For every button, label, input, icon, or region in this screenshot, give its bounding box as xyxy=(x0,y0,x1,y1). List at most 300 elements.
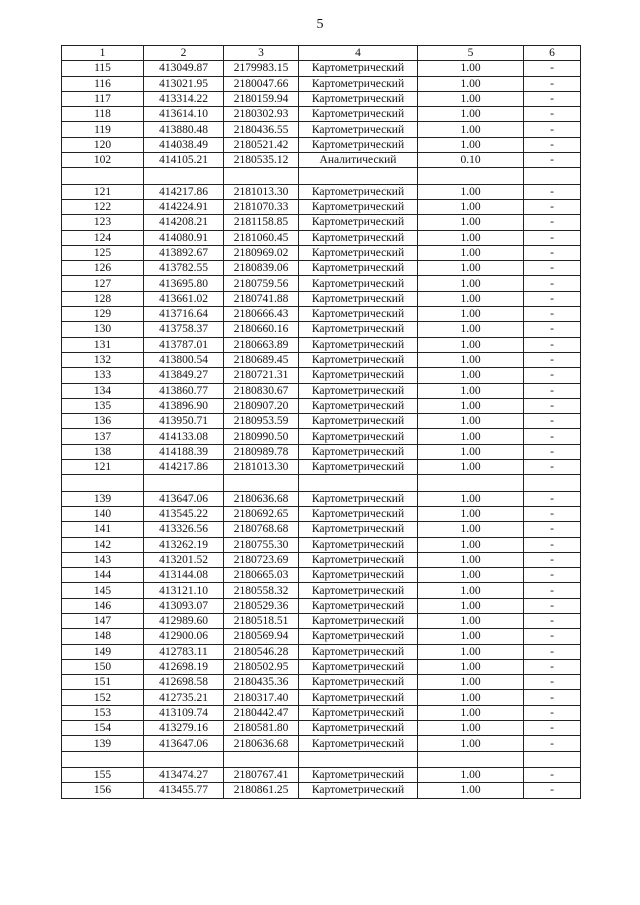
method-cell: Картометрический xyxy=(299,276,418,291)
method-cell: Аналитический xyxy=(299,153,418,168)
accuracy-cell: 1.00 xyxy=(418,736,524,751)
table-row xyxy=(62,613,581,628)
table-row xyxy=(62,398,581,413)
y-coordinate-cell: 2179983.15 xyxy=(224,61,299,76)
method-cell: Картометрический xyxy=(299,215,418,230)
accuracy-cell: 1.00 xyxy=(418,230,524,245)
table-row xyxy=(62,368,581,383)
accuracy-cell: 1.00 xyxy=(418,644,524,659)
x-coordinate-cell: 413326.56 xyxy=(144,522,224,537)
y-coordinate-cell: 2180768.68 xyxy=(224,522,299,537)
point-number-cell: 148 xyxy=(62,629,144,644)
x-coordinate-cell: 412698.58 xyxy=(144,675,224,690)
point-number-cell: 120 xyxy=(62,137,144,152)
point-number-cell: 156 xyxy=(62,783,144,798)
y-coordinate-cell: 2181158.85 xyxy=(224,215,299,230)
note-cell: - xyxy=(524,444,581,459)
x-coordinate-cell xyxy=(144,751,224,767)
accuracy-cell: 1.00 xyxy=(418,245,524,260)
table-row xyxy=(62,137,581,152)
method-cell: Картометрический xyxy=(299,122,418,137)
point-number-cell: 121 xyxy=(62,460,144,475)
method-cell: Картометрический xyxy=(299,613,418,628)
note-cell: - xyxy=(524,276,581,291)
method-cell: Картометрический xyxy=(299,429,418,444)
header-cell-6: 6 xyxy=(524,46,581,61)
table-row xyxy=(62,414,581,429)
method-cell: Картометрический xyxy=(299,644,418,659)
x-coordinate-cell: 414038.49 xyxy=(144,137,224,152)
note-cell: - xyxy=(524,783,581,798)
point-number-cell: 128 xyxy=(62,291,144,306)
note-cell: - xyxy=(524,583,581,598)
x-coordinate-cell: 413109.74 xyxy=(144,705,224,720)
note-cell: - xyxy=(524,552,581,567)
table-row xyxy=(62,736,581,751)
note-cell: - xyxy=(524,137,581,152)
point-number-cell: 144 xyxy=(62,568,144,583)
x-coordinate-cell: 413455.77 xyxy=(144,783,224,798)
point-number-cell: 133 xyxy=(62,368,144,383)
point-number-cell xyxy=(62,751,144,767)
x-coordinate-cell: 413474.27 xyxy=(144,767,224,782)
y-coordinate-cell: 2181013.30 xyxy=(224,460,299,475)
point-number-cell: 136 xyxy=(62,414,144,429)
note-cell: - xyxy=(524,153,581,168)
x-coordinate-cell: 413782.55 xyxy=(144,261,224,276)
note-cell: - xyxy=(524,613,581,628)
method-cell xyxy=(299,751,418,767)
x-coordinate-cell: 413661.02 xyxy=(144,291,224,306)
accuracy-cell: 1.00 xyxy=(418,659,524,674)
method-cell: Картометрический xyxy=(299,583,418,598)
x-coordinate-cell: 412783.11 xyxy=(144,644,224,659)
table-row xyxy=(62,337,581,352)
accuracy-cell: 1.00 xyxy=(418,613,524,628)
x-coordinate-cell: 413144.08 xyxy=(144,568,224,583)
note-cell: - xyxy=(524,61,581,76)
point-number-cell: 151 xyxy=(62,675,144,690)
accuracy-cell: 1.00 xyxy=(418,583,524,598)
accuracy-cell: 1.00 xyxy=(418,598,524,613)
note-cell: - xyxy=(524,230,581,245)
note-cell: - xyxy=(524,322,581,337)
table-row xyxy=(62,568,581,583)
point-number-cell: 152 xyxy=(62,690,144,705)
table-row xyxy=(62,153,581,168)
method-cell: Картометрический xyxy=(299,552,418,567)
x-coordinate-cell: 413121.10 xyxy=(144,583,224,598)
method-cell: Картометрический xyxy=(299,414,418,429)
note-cell: - xyxy=(524,107,581,122)
method-cell: Картометрический xyxy=(299,675,418,690)
table-row xyxy=(62,230,581,245)
table-row xyxy=(62,598,581,613)
method-cell: Картометрический xyxy=(299,460,418,475)
accuracy-cell: 1.00 xyxy=(418,261,524,276)
table-row xyxy=(62,629,581,644)
header-cell-1: 1 xyxy=(62,46,144,61)
method-cell: Картометрический xyxy=(299,522,418,537)
y-coordinate-cell: 2180569.94 xyxy=(224,629,299,644)
y-coordinate-cell: 2180839.06 xyxy=(224,261,299,276)
y-coordinate-cell: 2180436.55 xyxy=(224,122,299,137)
point-number-cell: 142 xyxy=(62,537,144,552)
table-row xyxy=(62,537,581,552)
x-coordinate-cell: 413614.10 xyxy=(144,107,224,122)
table-row xyxy=(62,767,581,782)
note-cell: - xyxy=(524,122,581,137)
note-cell: - xyxy=(524,537,581,552)
note-cell: - xyxy=(524,291,581,306)
accuracy-cell: 1.00 xyxy=(418,429,524,444)
method-cell: Картометрический xyxy=(299,352,418,367)
accuracy-cell: 1.00 xyxy=(418,460,524,475)
table-header-row xyxy=(62,46,581,61)
x-coordinate-cell: 412735.21 xyxy=(144,690,224,705)
note-cell xyxy=(524,751,581,767)
point-number-cell: 153 xyxy=(62,705,144,720)
method-cell: Картометрический xyxy=(299,199,418,214)
y-coordinate-cell: 2181070.33 xyxy=(224,199,299,214)
accuracy-cell: 1.00 xyxy=(418,91,524,106)
page-number: 5 xyxy=(316,17,324,32)
accuracy-cell xyxy=(418,475,524,491)
table-spacer-row xyxy=(62,751,581,767)
y-coordinate-cell: 2180665.03 xyxy=(224,568,299,583)
point-number-cell: 129 xyxy=(62,307,144,322)
table-row xyxy=(62,245,581,260)
table-row xyxy=(62,76,581,91)
point-number-cell: 131 xyxy=(62,337,144,352)
method-cell: Картометрический xyxy=(299,61,418,76)
accuracy-cell: 1.00 xyxy=(418,568,524,583)
point-number-cell: 102 xyxy=(62,153,144,168)
method-cell: Картометрический xyxy=(299,107,418,122)
table-row xyxy=(62,460,581,475)
table-row xyxy=(62,199,581,214)
x-coordinate-cell: 414133.08 xyxy=(144,429,224,444)
x-coordinate-cell xyxy=(144,475,224,491)
accuracy-cell: 1.00 xyxy=(418,307,524,322)
accuracy-cell xyxy=(418,168,524,184)
point-number-cell: 132 xyxy=(62,352,144,367)
accuracy-cell: 1.00 xyxy=(418,675,524,690)
note-cell: - xyxy=(524,598,581,613)
y-coordinate-cell: 2180990.50 xyxy=(224,429,299,444)
note-cell: - xyxy=(524,644,581,659)
x-coordinate-cell: 414188.39 xyxy=(144,444,224,459)
method-cell: Картометрический xyxy=(299,705,418,720)
y-coordinate-cell: 2180302.93 xyxy=(224,107,299,122)
x-coordinate-cell: 413896.90 xyxy=(144,398,224,413)
table-row xyxy=(62,491,581,506)
y-coordinate-cell: 2180767.41 xyxy=(224,767,299,782)
x-coordinate-cell: 414080.91 xyxy=(144,230,224,245)
accuracy-cell: 1.00 xyxy=(418,690,524,705)
method-cell: Картометрический xyxy=(299,398,418,413)
y-coordinate-cell: 2180518.51 xyxy=(224,613,299,628)
y-coordinate-cell: 2180159.94 xyxy=(224,91,299,106)
table-row xyxy=(62,352,581,367)
accuracy-cell: 1.00 xyxy=(418,76,524,91)
x-coordinate-cell: 414208.21 xyxy=(144,215,224,230)
header-cell-5: 5 xyxy=(418,46,524,61)
table-row xyxy=(62,383,581,398)
x-coordinate-cell: 413849.27 xyxy=(144,368,224,383)
y-coordinate-cell: 2180689.45 xyxy=(224,352,299,367)
y-coordinate-cell: 2181060.45 xyxy=(224,230,299,245)
note-cell: - xyxy=(524,659,581,674)
point-number-cell: 140 xyxy=(62,506,144,521)
note-cell: - xyxy=(524,261,581,276)
note-cell: - xyxy=(524,398,581,413)
method-cell: Картометрический xyxy=(299,736,418,751)
point-number-cell: 146 xyxy=(62,598,144,613)
point-number-cell: 135 xyxy=(62,398,144,413)
table-row xyxy=(62,276,581,291)
table-row xyxy=(62,522,581,537)
x-coordinate-cell: 412698.19 xyxy=(144,659,224,674)
table-row xyxy=(62,61,581,76)
note-cell: - xyxy=(524,91,581,106)
method-cell: Картометрический xyxy=(299,91,418,106)
method-cell: Картометрический xyxy=(299,184,418,199)
method-cell: Картометрический xyxy=(299,383,418,398)
y-coordinate-cell: 2180636.68 xyxy=(224,491,299,506)
accuracy-cell: 1.00 xyxy=(418,444,524,459)
x-coordinate-cell: 412989.60 xyxy=(144,613,224,628)
accuracy-cell: 1.00 xyxy=(418,352,524,367)
method-cell: Картометрический xyxy=(299,230,418,245)
y-coordinate-cell: 2180529.36 xyxy=(224,598,299,613)
x-coordinate-cell: 413860.77 xyxy=(144,383,224,398)
accuracy-cell: 1.00 xyxy=(418,291,524,306)
point-number-cell: 154 xyxy=(62,721,144,736)
note-cell: - xyxy=(524,199,581,214)
table-row xyxy=(62,91,581,106)
y-coordinate-cell: 2180581.80 xyxy=(224,721,299,736)
method-cell: Картометрический xyxy=(299,783,418,798)
accuracy-cell: 1.00 xyxy=(418,61,524,76)
y-coordinate-cell: 2180953.59 xyxy=(224,414,299,429)
x-coordinate-cell: 413787.01 xyxy=(144,337,224,352)
note-cell: - xyxy=(524,215,581,230)
method-cell: Картометрический xyxy=(299,137,418,152)
table-row xyxy=(62,583,581,598)
point-number-cell: 117 xyxy=(62,91,144,106)
method-cell: Картометрический xyxy=(299,322,418,337)
point-number-cell: 119 xyxy=(62,122,144,137)
accuracy-cell xyxy=(418,751,524,767)
accuracy-cell: 1.00 xyxy=(418,137,524,152)
point-number-cell: 121 xyxy=(62,184,144,199)
note-cell: - xyxy=(524,337,581,352)
accuracy-cell: 1.00 xyxy=(418,414,524,429)
point-number-cell: 149 xyxy=(62,644,144,659)
y-coordinate-cell: 2180317.40 xyxy=(224,690,299,705)
point-number-cell: 123 xyxy=(62,215,144,230)
x-coordinate-cell: 414217.86 xyxy=(144,460,224,475)
x-coordinate-cell: 413279.16 xyxy=(144,721,224,736)
point-number-cell: 139 xyxy=(62,736,144,751)
note-cell: - xyxy=(524,736,581,751)
accuracy-cell: 1.00 xyxy=(418,783,524,798)
accuracy-cell: 1.00 xyxy=(418,368,524,383)
x-coordinate-cell: 413695.80 xyxy=(144,276,224,291)
x-coordinate-cell: 413262.19 xyxy=(144,537,224,552)
table-row xyxy=(62,429,581,444)
y-coordinate-cell: 2180636.68 xyxy=(224,736,299,751)
x-coordinate-cell: 412900.06 xyxy=(144,629,224,644)
note-cell: - xyxy=(524,506,581,521)
point-number-cell: 138 xyxy=(62,444,144,459)
point-number-cell: 116 xyxy=(62,76,144,91)
accuracy-cell: 1.00 xyxy=(418,184,524,199)
table-row xyxy=(62,184,581,199)
note-cell: - xyxy=(524,460,581,475)
accuracy-cell: 1.00 xyxy=(418,276,524,291)
y-coordinate-cell: 2180502.95 xyxy=(224,659,299,674)
accuracy-cell: 1.00 xyxy=(418,383,524,398)
note-cell: - xyxy=(524,245,581,260)
y-coordinate-cell: 2180663.89 xyxy=(224,337,299,352)
note-cell: - xyxy=(524,352,581,367)
table-row xyxy=(62,307,581,322)
x-coordinate-cell: 413545.22 xyxy=(144,506,224,521)
note-cell: - xyxy=(524,629,581,644)
point-number-cell: 139 xyxy=(62,491,144,506)
x-coordinate-cell: 413093.07 xyxy=(144,598,224,613)
table-row xyxy=(62,690,581,705)
table-row xyxy=(62,322,581,337)
header-cell-3: 3 xyxy=(224,46,299,61)
y-coordinate-cell: 2180666.43 xyxy=(224,307,299,322)
table-spacer-row xyxy=(62,168,581,184)
table-spacer-row xyxy=(62,475,581,491)
point-number-cell: 124 xyxy=(62,230,144,245)
y-coordinate-cell: 2180692.65 xyxy=(224,506,299,521)
point-number-cell: 127 xyxy=(62,276,144,291)
method-cell xyxy=(299,168,418,184)
table-row xyxy=(62,644,581,659)
y-coordinate-cell xyxy=(224,751,299,767)
method-cell: Картометрический xyxy=(299,261,418,276)
note-cell: - xyxy=(524,705,581,720)
y-coordinate-cell: 2180755.30 xyxy=(224,537,299,552)
table-row xyxy=(62,552,581,567)
accuracy-cell: 1.00 xyxy=(418,491,524,506)
table-row xyxy=(62,107,581,122)
note-cell: - xyxy=(524,383,581,398)
accuracy-cell: 1.00 xyxy=(418,107,524,122)
accuracy-cell: 0.10 xyxy=(418,153,524,168)
y-coordinate-cell: 2180721.31 xyxy=(224,368,299,383)
y-coordinate-cell: 2180741.88 xyxy=(224,291,299,306)
accuracy-cell: 1.00 xyxy=(418,522,524,537)
table-row xyxy=(62,506,581,521)
note-cell: - xyxy=(524,429,581,444)
point-number-cell: 118 xyxy=(62,107,144,122)
method-cell: Картометрический xyxy=(299,690,418,705)
method-cell: Картометрический xyxy=(299,76,418,91)
y-coordinate-cell: 2180660.16 xyxy=(224,322,299,337)
note-cell: - xyxy=(524,721,581,736)
method-cell: Картометрический xyxy=(299,307,418,322)
table-row xyxy=(62,705,581,720)
x-coordinate-cell: 413892.67 xyxy=(144,245,224,260)
x-coordinate-cell: 413758.37 xyxy=(144,322,224,337)
table-row xyxy=(62,261,581,276)
header-cell-4: 4 xyxy=(299,46,418,61)
y-coordinate-cell: 2180830.67 xyxy=(224,383,299,398)
note-cell xyxy=(524,475,581,491)
point-number-cell: 150 xyxy=(62,659,144,674)
x-coordinate-cell: 413049.87 xyxy=(144,61,224,76)
table-row xyxy=(62,215,581,230)
method-cell: Картометрический xyxy=(299,629,418,644)
y-coordinate-cell: 2180861.25 xyxy=(224,783,299,798)
header-cell-2: 2 xyxy=(144,46,224,61)
point-number-cell xyxy=(62,168,144,184)
x-coordinate-cell: 413314.22 xyxy=(144,91,224,106)
point-number-cell: 141 xyxy=(62,522,144,537)
x-coordinate-cell: 413647.06 xyxy=(144,736,224,751)
note-cell: - xyxy=(524,184,581,199)
accuracy-cell: 1.00 xyxy=(418,552,524,567)
table-row xyxy=(62,444,581,459)
method-cell: Картометрический xyxy=(299,721,418,736)
y-coordinate-cell: 2180546.28 xyxy=(224,644,299,659)
note-cell: - xyxy=(524,414,581,429)
point-number-cell: 130 xyxy=(62,322,144,337)
accuracy-cell: 1.00 xyxy=(418,767,524,782)
note-cell: - xyxy=(524,522,581,537)
method-cell: Картометрический xyxy=(299,537,418,552)
y-coordinate-cell xyxy=(224,475,299,491)
point-number-cell: 147 xyxy=(62,613,144,628)
note-cell: - xyxy=(524,690,581,705)
y-coordinate-cell: 2180521.42 xyxy=(224,137,299,152)
accuracy-cell: 1.00 xyxy=(418,506,524,521)
y-coordinate-cell: 2180558.32 xyxy=(224,583,299,598)
method-cell: Картометрический xyxy=(299,568,418,583)
x-coordinate-cell: 413800.54 xyxy=(144,352,224,367)
y-coordinate-cell: 2180989.78 xyxy=(224,444,299,459)
accuracy-cell: 1.00 xyxy=(418,629,524,644)
point-number-cell: 137 xyxy=(62,429,144,444)
note-cell: - xyxy=(524,307,581,322)
x-coordinate-cell: 414105.21 xyxy=(144,153,224,168)
method-cell: Картометрический xyxy=(299,506,418,521)
x-coordinate-cell: 413716.64 xyxy=(144,307,224,322)
x-coordinate-cell: 414224.91 xyxy=(144,199,224,214)
accuracy-cell: 1.00 xyxy=(418,398,524,413)
accuracy-cell: 1.00 xyxy=(418,322,524,337)
accuracy-cell: 1.00 xyxy=(418,122,524,137)
table-row xyxy=(62,291,581,306)
y-coordinate-cell: 2181013.30 xyxy=(224,184,299,199)
x-coordinate-cell: 414217.86 xyxy=(144,184,224,199)
accuracy-cell: 1.00 xyxy=(418,215,524,230)
table-row xyxy=(62,122,581,137)
method-cell xyxy=(299,475,418,491)
y-coordinate-cell: 2180907.20 xyxy=(224,398,299,413)
method-cell: Картометрический xyxy=(299,337,418,352)
method-cell: Картометрический xyxy=(299,491,418,506)
table-row xyxy=(62,675,581,690)
table-row xyxy=(62,659,581,674)
